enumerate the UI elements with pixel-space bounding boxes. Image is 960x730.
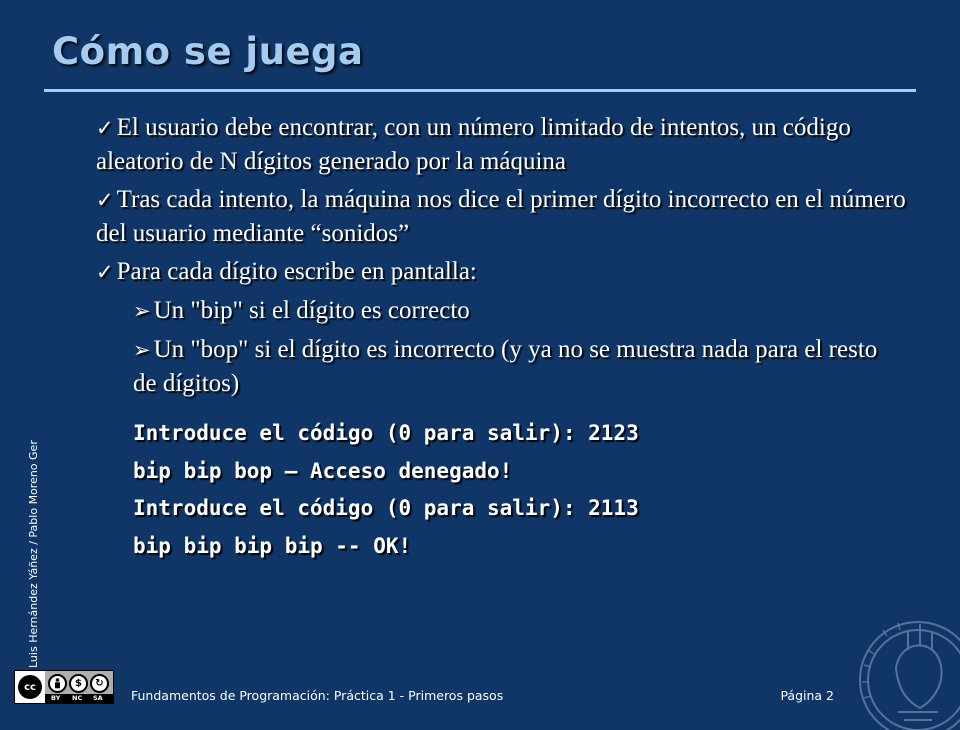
title-underline: [44, 89, 916, 92]
sub-bullet-item: [133, 294, 906, 328]
noncommercial-icon: $: [69, 674, 88, 693]
bullet-text: Tras cada intento, la máquina nos dice el primer dígito incorrecto en el número del usuario mediante “sonidos”: [96, 186, 906, 247]
bullet-list: [96, 111, 906, 405]
attribution-icon: [48, 674, 67, 693]
sub-bullet-text: Un "bip" si el dígito es correcto: [153, 297, 470, 324]
checkmark-icon: ✓: [96, 260, 114, 284]
cc-logo-icon: cc: [18, 675, 42, 699]
sub-bullet-text: Un "bop" si el dígito es incorrecto (y ya no se muestra nada para el resto de dígitos): [133, 336, 878, 397]
arrowhead-icon: ➢: [133, 338, 151, 362]
license-tag: SA: [93, 694, 103, 702]
license-tag: NC: [72, 694, 83, 702]
console-line: bip bip bop – Acceso denegado!: [133, 458, 513, 483]
university-seal-icon: [838, 590, 960, 730]
bullet-text: El usuario debe encontrar, con un número limitado de intentos, un código aleatorio de N dígitos generado por la máquina: [96, 114, 851, 175]
author-credit: Luis Hernández Yáñez / Pablo Moreno Ger: [27, 440, 40, 668]
arrowhead-icon: ➢: [133, 299, 151, 323]
creative-commons-icon[interactable]: [14, 670, 114, 704]
bullet-item: [96, 183, 906, 250]
console-line: Introduce el código (0 para salir): 2113: [133, 496, 639, 520]
bullet-item: [96, 255, 906, 289]
console-line: Introduce el código (0 para salir): 2123: [133, 421, 639, 445]
footer-course-title: Fundamentos de Programación: Práctica 1 - Primeros pasos: [131, 688, 504, 703]
bullet-item: [96, 111, 906, 178]
sharealike-icon: ↻: [90, 674, 109, 693]
bullet-text: Para cada dígito escribe en pantalla:: [116, 258, 477, 285]
checkmark-icon: ✓: [96, 116, 114, 140]
console-example: [133, 415, 639, 565]
page-number: Página 2: [780, 688, 834, 703]
checkmark-icon: ✓: [96, 188, 114, 212]
sub-bullet-item: [133, 333, 906, 400]
console-line: bip bip bip bip -- OK!: [133, 533, 412, 558]
license-tag: BY: [51, 694, 61, 702]
slide-title: Cómo se juega: [52, 30, 364, 73]
